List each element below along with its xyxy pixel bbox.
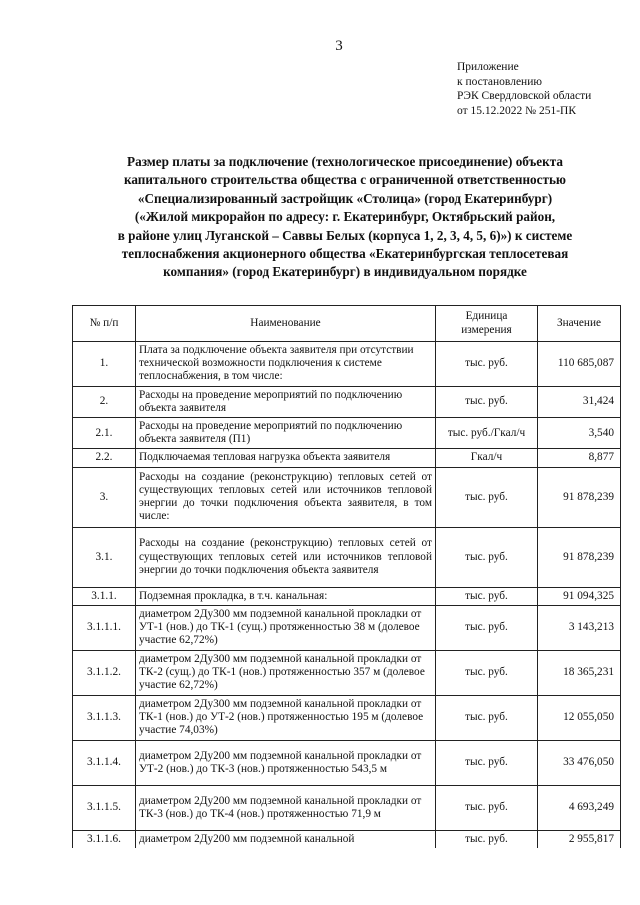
table-row [73, 467, 621, 527]
row-unit: Гкал/ч [436, 449, 538, 467]
row-unit: тыс. руб. [436, 386, 538, 417]
row-num: 3.1. [73, 527, 136, 587]
row-name: Подключаемая тепловая нагрузка объекта заявителя [136, 449, 436, 467]
row-name: Расходы на проведение мероприятий по подключению объекта заявителя (П1) [136, 418, 436, 449]
appendix-block [457, 60, 591, 118]
row-num: 3.1.1.1. [73, 605, 136, 650]
row-num: 3.1.1.4. [73, 740, 136, 785]
row-value: 91 094,325 [538, 587, 621, 605]
fee-table [72, 305, 621, 848]
row-num: 2. [73, 386, 136, 417]
table-row [73, 418, 621, 449]
row-name: диаметром 2Ду200 мм подземной канальной прокладки от ТК-3 (нов.) до ТК-4 (нов.) протяженностью 71,9 м [136, 785, 436, 830]
table-row [73, 527, 621, 587]
title-line: компания» (город Екатеринбург) в индивидуальном порядке [163, 264, 527, 280]
table-row [73, 785, 621, 830]
appendix-line: РЭК Свердловской области [457, 90, 592, 102]
table-header-row [73, 306, 621, 342]
row-value: 31,424 [538, 386, 621, 417]
header-value: Значение [538, 306, 621, 342]
page-number: 3 [335, 38, 343, 54]
row-value: 18 365,231 [538, 650, 621, 695]
appendix-line: Приложение [457, 61, 519, 73]
row-unit: тыс. руб. [436, 587, 538, 605]
row-num: 3.1.1.2. [73, 650, 136, 695]
row-value: 33 476,050 [538, 740, 621, 785]
row-value: 4 693,249 [538, 785, 621, 830]
title-line: («Жилой микрорайон по адресу: г. Екатеринбург, Октябрьский район, [134, 209, 556, 225]
row-unit: тыс. руб. [436, 527, 538, 587]
row-unit: тыс. руб. [436, 650, 538, 695]
row-name: диаметром 2Ду200 мм подземной канальной прокладки от УТ-2 (нов.) до ТК-3 (нов.) протяженностью 543,5 м [136, 740, 436, 785]
row-name: диаметром 2Ду200 мм подземной канальной [136, 830, 436, 848]
title-line: капитального строительства общества с ограниченной ответственностью [123, 172, 567, 188]
row-value: 3,540 [538, 418, 621, 449]
row-value: 91 878,239 [538, 467, 621, 527]
title-line: «Специализированный застройщик «Столица» (город Екатеринбург) [137, 190, 553, 206]
row-name: Подземная прокладка, в т.ч. канальная: [136, 587, 436, 605]
table-row [73, 386, 621, 417]
row-value: 2 955,817 [538, 830, 621, 848]
title-line: теплоснабжения акционерного общества «Екатеринбургская теплосетевая [121, 246, 569, 262]
row-value: 110 685,087 [538, 342, 621, 387]
header-name: Наименование [136, 306, 436, 342]
table-row [73, 830, 621, 848]
document-title [70, 153, 620, 282]
row-name: Плата за подключение объекта заявителя при отсутствии технической возможности подключения к системе теплоснабжения, в том числе: [136, 342, 436, 387]
row-name: диаметром 2Ду300 мм подземной канальной прокладки от УТ-1 (нов.) до ТК-1 (сущ.) протяженностью 38 м (долевое участие 62,72%) [136, 605, 436, 650]
row-value: 91 878,239 [538, 527, 621, 587]
row-name: диаметром 2Ду300 мм подземной канальной прокладки от ТК-2 (сущ.) до ТК-1 (нов.) протяженностью 357 м (долевое участие 62,72%) [136, 650, 436, 695]
row-unit: тыс. руб. [436, 605, 538, 650]
row-unit: тыс. руб. [436, 740, 538, 785]
title-line: Размер платы за подключение (технологическое присоединение) объекта [127, 154, 563, 169]
title-line: в районе улиц Луганской – Саввы Белых (корпуса 1, 2, 3, 4, 5, 6)») к системе [117, 227, 573, 243]
table-row [73, 650, 621, 695]
table-row [73, 695, 621, 740]
table-row [73, 740, 621, 785]
row-num: 2.1. [73, 418, 136, 449]
row-value: 3 143,213 [538, 605, 621, 650]
row-num: 2.2. [73, 449, 136, 467]
row-name: Расходы на создание (реконструкцию) тепловых сетей от существующих тепловых сетей или источников тепловой энергии до точки подключения объекта заявителя, в том числе: [136, 467, 436, 527]
appendix-line: от 15.12.2022 № 251-ПК [457, 104, 577, 117]
appendix-line: к постановлению [457, 75, 542, 88]
row-value: 12 055,050 [538, 695, 621, 740]
row-unit: тыс. руб. [436, 467, 538, 527]
table-row [73, 587, 621, 605]
row-unit: тыс. руб. [436, 695, 538, 740]
row-num: 3.1.1.3. [73, 695, 136, 740]
row-unit: тыс. руб. [436, 342, 538, 387]
table-row [73, 342, 621, 387]
table-row [73, 449, 621, 467]
row-num: 3. [73, 467, 136, 527]
row-name: диаметром 2Ду300 мм подземной канальной прокладки от ТК-1 (нов.) до УТ-2 (нов.) протяженностью 195 м (долевое участие 74,03%) [136, 695, 436, 740]
row-value: 8,877 [538, 449, 621, 467]
table-row [73, 605, 621, 650]
row-name: Расходы на создание (реконструкцию) тепловых сетей от существующих тепловых сетей или источников тепловой энергии до точки подключения объекта заявителя [136, 527, 436, 587]
row-unit: тыс. руб./Гкал/ч [436, 418, 538, 449]
row-unit: тыс. руб. [436, 830, 538, 848]
row-unit: тыс. руб. [436, 785, 538, 830]
row-num: 1. [73, 342, 136, 387]
header-num: № п/п [73, 306, 136, 342]
header-unit: Единица измерения [436, 306, 538, 342]
row-num: 3.1.1.6. [73, 830, 136, 848]
row-name: Расходы на проведение мероприятий по подключению объекта заявителя [136, 386, 436, 417]
row-num: 3.1.1. [73, 587, 136, 605]
row-num: 3.1.1.5. [73, 785, 136, 830]
